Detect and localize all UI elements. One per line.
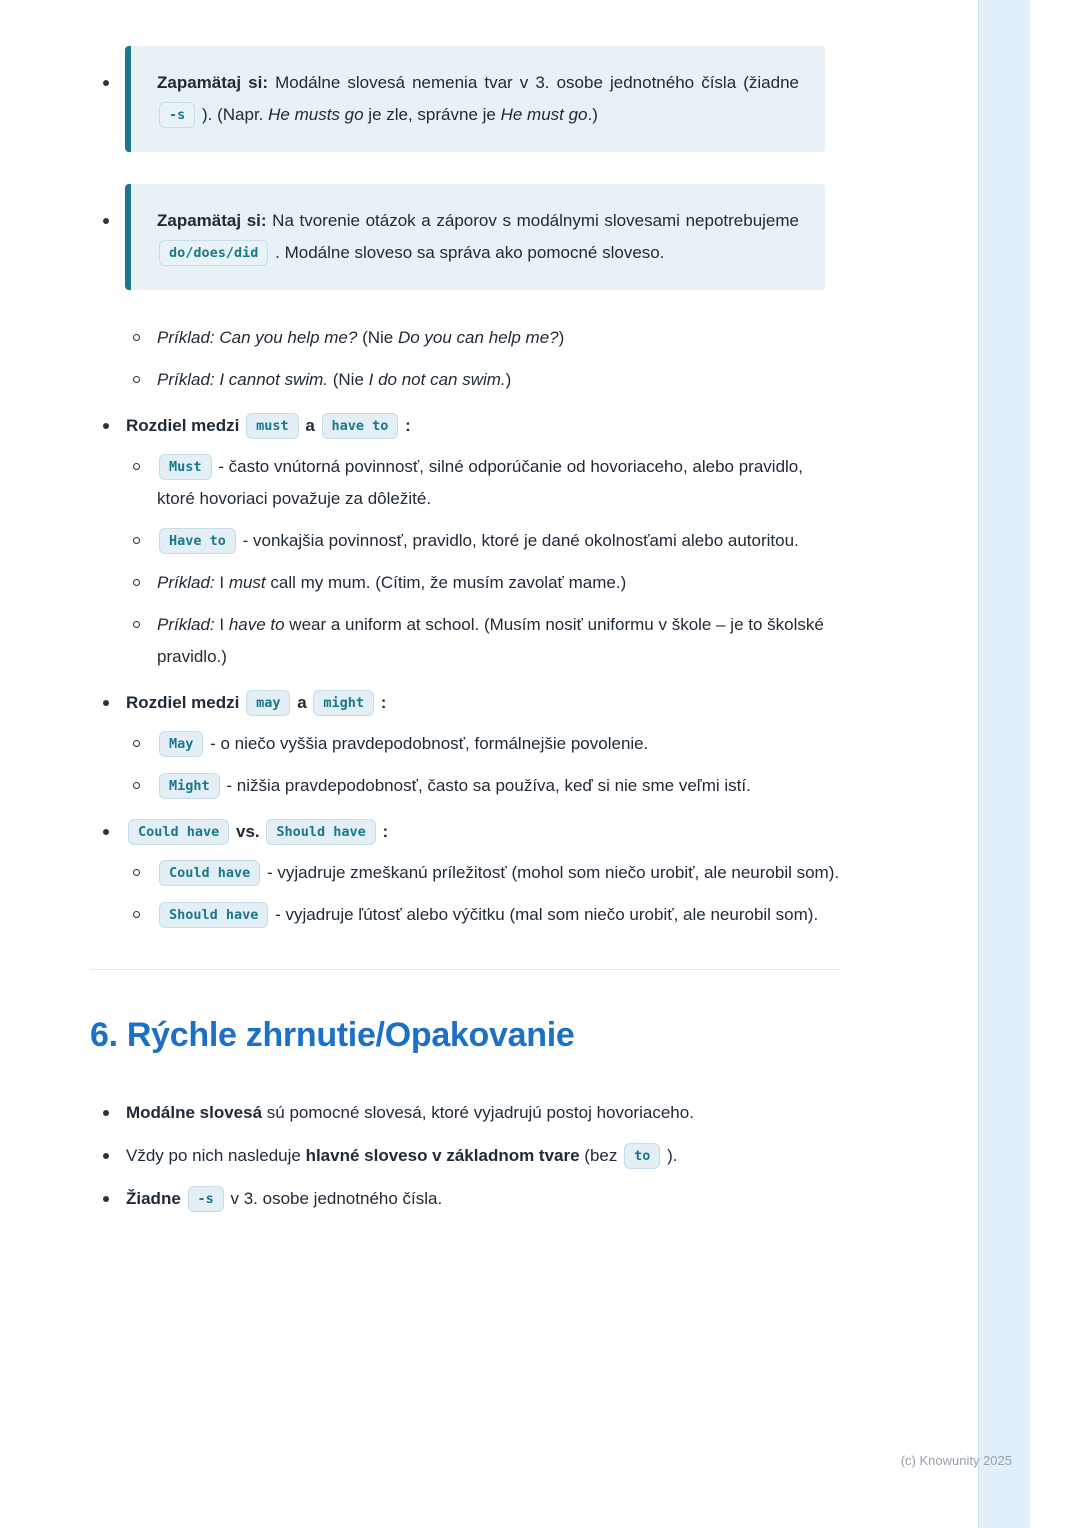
italic-text: Príklad: I cannot swim. <box>157 370 329 389</box>
bold-text: Modálne slovesá <box>126 1103 263 1122</box>
callout-item <box>90 46 842 152</box>
code-chip: must <box>246 413 299 439</box>
bullet-circle-icon <box>133 740 140 747</box>
bold-text: : <box>377 822 389 841</box>
bold-text: Zapamätaj si: <box>157 211 267 230</box>
bullet-circle-icon <box>133 782 140 789</box>
list-item <box>90 1183 842 1215</box>
bullet-dot-icon <box>103 423 109 429</box>
italic-text: He musts go <box>268 105 364 124</box>
text: - vonkajšia povinnosť, pravidlo, ktoré je dané okolnosťami alebo autoritou. <box>237 531 799 550</box>
code-chip: may <box>246 690 290 716</box>
list-item <box>90 451 842 515</box>
text: v 3. osobe jednotného čísla. <box>225 1189 443 1208</box>
bold-text: Žiadne <box>126 1189 186 1208</box>
italic-text: Príklad: <box>157 615 215 634</box>
code-chip: -s <box>188 1186 224 1212</box>
code-chip: might <box>313 690 374 716</box>
text: call my mum. (Cítim, že musím zavolať mame.) <box>265 573 627 592</box>
list-item <box>90 687 842 719</box>
text: (bez <box>579 1146 623 1165</box>
list-item <box>90 364 842 396</box>
text: ). (Napr. <box>197 105 269 124</box>
italic-text: Príklad: Can you help me? <box>157 328 358 347</box>
code-chip: have to <box>322 413 399 439</box>
bullet-circle-icon <box>133 376 140 383</box>
list-item <box>90 1097 842 1129</box>
list-text <box>157 451 842 515</box>
bullet-dot-icon <box>103 1110 109 1116</box>
list-item <box>90 410 842 442</box>
bold-text: Zapamätaj si: <box>157 73 268 92</box>
list-text <box>157 609 842 673</box>
list-text <box>157 364 842 396</box>
text: I <box>214 573 229 592</box>
text: - nižšia pravdepodobnosť, často sa používa, keď si nie sme veľmi istí. <box>221 776 751 795</box>
list-text <box>157 728 842 760</box>
code-chip: -s <box>159 102 195 128</box>
right-margin-stripe <box>978 0 1030 1528</box>
list-item <box>90 770 842 802</box>
list-text <box>157 567 842 599</box>
bullet-dot-icon <box>103 829 109 835</box>
bold-text: a <box>300 416 320 435</box>
code-chip: to <box>624 1143 660 1169</box>
text: - vyjadruje ľútosť alebo výčitku (mal som niečo urobiť, ale neurobil som). <box>270 905 819 924</box>
text: Modálne slovesá nemenia tvar v 3. osobe jednotného čísla (žiadne <box>268 73 799 92</box>
list-text <box>126 1097 842 1129</box>
text: je zle, správne je <box>363 105 501 124</box>
list-text <box>126 1140 842 1172</box>
italic-text: He must go <box>500 105 588 124</box>
text: - o niečo vyššia pravdepodobnosť, formálnejšie povolenie. <box>205 734 649 753</box>
italic-text: have to <box>228 615 285 634</box>
list-text <box>157 899 842 931</box>
italic-text: must <box>228 573 266 592</box>
italic-text: Príklad: <box>157 573 215 592</box>
code-chip: do/does/did <box>159 240 268 266</box>
list-text <box>126 816 842 848</box>
list-item <box>90 322 842 354</box>
list-text <box>157 322 842 354</box>
bold-text: a <box>292 693 312 712</box>
code-chip: Should have <box>159 902 268 928</box>
bullet-dot-icon <box>103 1196 109 1202</box>
text: ). <box>662 1146 678 1165</box>
callout-box <box>125 46 825 152</box>
text: wear a uniform at school. (Musím nosiť uniformu v škole – je to školské pravidlo.) <box>157 615 824 666</box>
bullet-circle-icon <box>133 579 140 586</box>
list-text <box>157 525 842 557</box>
bullet-circle-icon <box>133 621 140 628</box>
callout-item <box>90 184 842 290</box>
callout-text <box>157 67 799 131</box>
code-chip: Must <box>159 454 212 480</box>
document-content <box>90 46 842 1226</box>
bullet-dot-icon <box>103 1153 109 1159</box>
text: - často vnútorná povinnosť, silné odporúčanie od hovoriaceho, alebo pravidlo, ktoré hovoriaci považuje za dôležité. <box>157 457 803 508</box>
code-chip: Could have <box>128 819 229 845</box>
code-chip: Could have <box>159 860 260 886</box>
code-chip: Have to <box>159 528 236 554</box>
list-item <box>90 728 842 760</box>
bold-text: : <box>376 693 387 712</box>
italic-text: I do not can swim. <box>368 370 506 389</box>
bullet-dot-icon <box>103 80 109 86</box>
bold-text: : <box>400 416 411 435</box>
copyright-footer: (c) Knowunity 2025 <box>900 1453 1012 1468</box>
list-text <box>157 857 842 889</box>
text: I <box>214 615 229 634</box>
bold-text: Rozdiel medzi <box>126 416 245 435</box>
bold-text: Rozdiel medzi <box>126 693 245 712</box>
bullet-circle-icon <box>133 869 140 876</box>
list-item <box>90 525 842 557</box>
text: (Nie <box>328 370 369 389</box>
text: ) <box>558 328 565 347</box>
list-item <box>90 609 842 673</box>
bold-text: vs. <box>231 822 265 841</box>
text: ) <box>505 370 512 389</box>
list-text <box>126 687 842 719</box>
list-text <box>126 410 842 442</box>
list-text <box>157 770 842 802</box>
bullet-dot-icon <box>103 218 109 224</box>
text: . Modálne sloveso sa správa ako pomocné sloveso. <box>270 243 665 262</box>
italic-text: Do you can help me? <box>397 328 559 347</box>
bullet-circle-icon <box>133 537 140 544</box>
bullet-circle-icon <box>133 334 140 341</box>
text: (Nie <box>357 328 398 347</box>
code-chip: Should have <box>266 819 375 845</box>
bullet-circle-icon <box>133 911 140 918</box>
text: Vždy po nich nasleduje <box>126 1146 306 1165</box>
text: Na tvorenie otázok a záporov s modálnymi slovesami nepotrebujeme <box>266 211 799 230</box>
text: sú pomocné slovesá, ktoré vyjadrujú postoj hovoriaceho. <box>262 1103 694 1122</box>
text: - vyjadruje zmeškanú príležitosť (mohol som niečo urobiť, ale neurobil som). <box>262 863 840 882</box>
callout-text <box>157 205 799 269</box>
text: .) <box>587 105 598 124</box>
bold-text: hlavné sloveso v základnom tvare <box>305 1146 580 1165</box>
code-chip: May <box>159 731 203 757</box>
section-heading: 6. Rýchle zhrnutie/Opakovanie <box>90 1016 575 1054</box>
list-item <box>90 816 842 848</box>
list-item <box>90 857 842 889</box>
bullet-dot-icon <box>103 700 109 706</box>
list-item <box>90 1140 842 1172</box>
list-text <box>126 1183 842 1215</box>
code-chip: Might <box>159 773 220 799</box>
list-item <box>90 567 842 599</box>
list-item <box>90 899 842 931</box>
bullet-circle-icon <box>133 463 140 470</box>
section-divider <box>90 969 840 970</box>
callout-box <box>125 184 825 290</box>
